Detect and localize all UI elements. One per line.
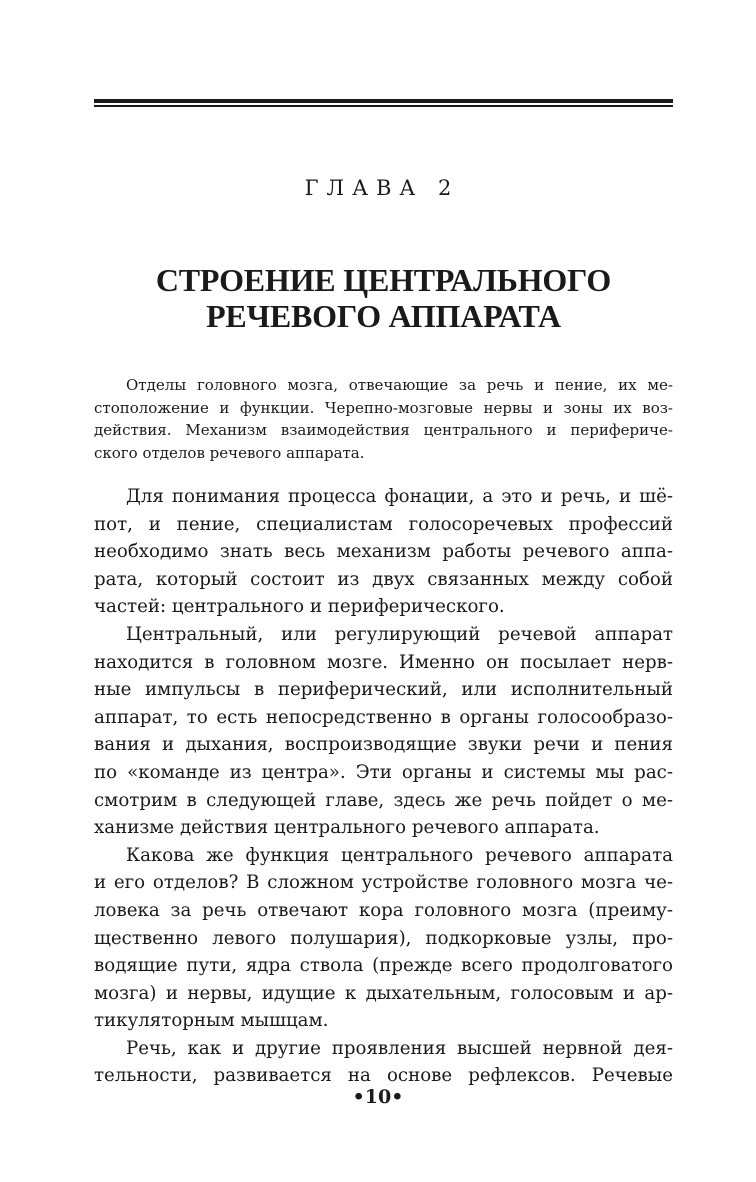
- body-line: щественно левого полушария), подкорковые узлы, про-: [94, 927, 673, 949]
- body-line: ные импульсы в периферический, или исполнительный: [94, 679, 673, 701]
- body-line: Для понимания процесса фонации, а это и речь, и шё-: [126, 486, 673, 507]
- body-line: ловека за речь отвечают кора головного мозга (преиму-: [94, 899, 673, 921]
- body-line: мозга) и нервы, идущие к дыхательным, голосовым и ар-: [94, 982, 673, 1004]
- body-line: вания и дыхания, воспроизводящие звуки речи и пения: [94, 734, 673, 756]
- body-text: [94, 483, 673, 1090]
- body-line: водящие пути, ядра ствола (прежде всего продолговатого: [94, 955, 673, 977]
- body-line: Какова же функция центрального речевого аппарата: [126, 844, 673, 866]
- body-line: ханизме действия центрального речевого аппарата.: [94, 817, 600, 839]
- body-line: тельности, развивается на основе рефлексов. Речевые: [94, 1065, 673, 1087]
- chapter-title: [94, 262, 673, 334]
- chapter-title-line: РЕЧЕВОГО АППАРАТА: [206, 298, 561, 334]
- abstract-line: стоположение и функции. Черепно-мозговые нервы и зоны их воз-: [94, 398, 673, 417]
- abstract-line: Отделы головного мозга, отвечающие за речь и пение, их ме-: [126, 376, 673, 394]
- body-line: Речь, как и другие проявления высшей нервной дея-: [126, 1037, 673, 1059]
- body-line: и его отделов? В сложном устройстве головного мозга че-: [94, 872, 673, 894]
- body-line: по «команде из центра». Эти органы и системы мы рас-: [94, 761, 673, 783]
- body-line: смотрим в следующей главе, здесь же речь пойдет о ме-: [94, 789, 673, 811]
- body-line: частей: центрального и периферического.: [94, 596, 505, 618]
- body-line: пот, и пение, специалистам голосоречевых профессий: [94, 513, 673, 535]
- body-line: Центральный, или регулирующий речевой аппарат: [126, 623, 673, 645]
- top-rule-thick: [94, 99, 673, 103]
- body-line: необходимо знать весь механизм работы речевого аппа-: [94, 541, 673, 563]
- chapter-label: ГЛАВА 2: [304, 176, 460, 200]
- body-line: аппарат, то есть непосредственно в органы голосообразо-: [94, 706, 673, 728]
- abstract-line: ского отделов речевого аппарата.: [94, 443, 365, 462]
- chapter-abstract: [94, 374, 673, 464]
- abstract-line: действия. Механизм взаимодействия центрального и перифериче-: [94, 421, 673, 440]
- page-number: •10•: [352, 1086, 404, 1108]
- chapter-title-line: СТРОЕНИЕ ЦЕНТРАЛЬНОГО: [155, 262, 612, 298]
- body-line: находится в головном мозге. Именно он посылает нерв-: [94, 651, 673, 673]
- top-rule-thin: [94, 105, 673, 107]
- body-line: тикуляторным мышцам.: [94, 1010, 329, 1032]
- body-line: рата, который состоит из двух связанных между собой: [94, 568, 673, 590]
